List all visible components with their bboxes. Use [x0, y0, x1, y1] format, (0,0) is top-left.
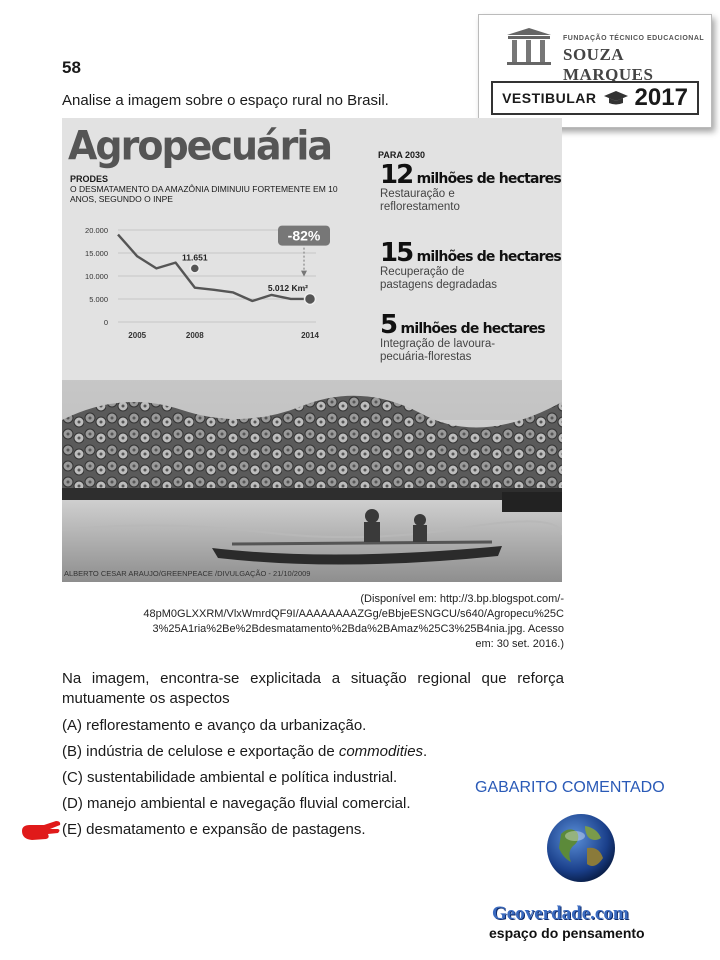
vestibular-year: 2017 [634, 84, 688, 111]
source-line: em: 30 set. 2016.) [475, 638, 564, 650]
option-c [62, 769, 397, 786]
option-letter: (C) [62, 769, 83, 786]
site-tagline: espaço do pensamento [489, 925, 645, 941]
stat-number: 15 [380, 238, 413, 268]
agropecuaria-infographic [62, 118, 562, 582]
y-tick-label: 20.000 [85, 226, 108, 235]
vestibular-label: VESTIBULAR [502, 90, 597, 106]
souza-marques-logo [478, 14, 712, 128]
stat-unit: milhões de hectares [416, 171, 561, 187]
source-line: (Disponível em: http://3.bp.blogspot.com/- [360, 593, 564, 605]
deforestation-line-chart [62, 218, 332, 368]
stat-desc-line: Recuperação de [380, 266, 465, 278]
stat-desc-line: Integração de lavoura- [380, 338, 496, 350]
option-text-part: . [423, 743, 428, 760]
gabarito-comentado-label: GABARITO COMENTADO [475, 779, 665, 796]
option-text: sustentabilidade ambiental e política industrial. [87, 769, 398, 786]
source-citation [62, 592, 564, 652]
option-d [62, 795, 411, 812]
data-label: 5.012 Km² [267, 282, 308, 293]
prodes-subtitle: O DESMATAMENTO DA AMAZÔNIA DIMINUIU FORTEMENTE EM 10 ANOS, SEGUNDO O INPE [70, 184, 338, 204]
y-tick-label: 10.000 [85, 272, 108, 281]
question-stem: Na imagem, encontra-se explicitada a situação regional que reforça mutuamente os aspectos [62, 670, 564, 707]
stat-crop-livestock-forest [380, 310, 545, 364]
option-b [62, 743, 427, 760]
logo-org-name: SOUZA MARQUES [563, 45, 654, 84]
stat-description [380, 338, 545, 364]
stat-unit: milhões de hectares [400, 321, 545, 337]
source-line: 48pM0GLXXRM/VlxWmrdQF9I/AAAAAAAAZGg/eBbjeESNGCU/s640/Agropecu%25C [143, 608, 564, 620]
vestibular-banner [491, 81, 699, 115]
pillars-icon [505, 27, 553, 67]
y-tick-label: 5.000 [89, 295, 108, 304]
question-intro: Analise a imagem sobre o espaço rural no Brasil. [62, 92, 389, 109]
graduation-cap-icon [603, 90, 629, 106]
logo-org-small: FUNDAÇÃO TÉCNICO EDUCACIONAL [563, 35, 705, 42]
prodes-label: PRODES [70, 174, 109, 184]
photo-credit: ALBERTO CESAR ARAUJO/GREENPEACE /DIVULGAÇÃO - 21/10/2009 [64, 569, 311, 578]
annotation-label: -82% [287, 227, 321, 244]
x-tick-label: 2008 [185, 331, 204, 340]
question-number: 58 [62, 58, 81, 77]
option-text [86, 743, 427, 760]
source-line: 3%25A1ria%2Be%2Bdesmatamento%2Bda%2BAmaz%25C3%25B4nia.jpg. Acesso [152, 623, 564, 635]
option-text-italic: commodities [338, 743, 424, 760]
stat-description [380, 188, 561, 214]
option-text: reflorestamento e avanço da urbanização. [86, 717, 367, 734]
para-2030-heading: PARA 2030 [378, 150, 426, 160]
option-text-part: indústria de celulose e exportação de [86, 743, 339, 760]
option-letter: (D) [62, 795, 83, 812]
option-text: manejo ambiental e navegação fluvial comercial. [87, 795, 411, 812]
stat-unit: milhões de hectares [416, 249, 561, 265]
stat-desc-line: pastagens degradadas [380, 279, 498, 291]
stat-desc-line: pecuária-florestas [380, 351, 472, 363]
pointing-hand-icon [20, 817, 62, 843]
x-tick-label: 2005 [128, 331, 147, 340]
globe-icon [545, 812, 617, 884]
data-point [305, 293, 316, 304]
stat-number: 5 [380, 310, 397, 340]
option-e [62, 821, 366, 838]
stat-desc-line: reflorestamento [380, 201, 460, 213]
data-label: 11.651 [182, 252, 208, 263]
option-letter: (E) [62, 821, 82, 838]
stat-desc-line: Restauração e [380, 188, 455, 200]
data-point [190, 264, 199, 273]
x-tick-label: 2014 [301, 331, 319, 340]
option-letter: (A) [62, 717, 82, 734]
logs-barge-photo [62, 380, 562, 582]
stat-number: 12 [380, 160, 413, 190]
option-letter: (B) [62, 743, 82, 760]
stat-pasture-recovery [380, 238, 561, 292]
option-a [62, 717, 366, 734]
site-name: Geoverdade.com [492, 903, 629, 924]
option-text: desmatamento e expansão de pastagens. [86, 821, 366, 838]
stat-reforestation [380, 160, 561, 214]
y-tick-label: 15.000 [85, 249, 108, 258]
infographic-title: Agropecuária [68, 122, 332, 170]
stat-description [380, 266, 561, 292]
y-tick-label: 0 [103, 318, 108, 327]
